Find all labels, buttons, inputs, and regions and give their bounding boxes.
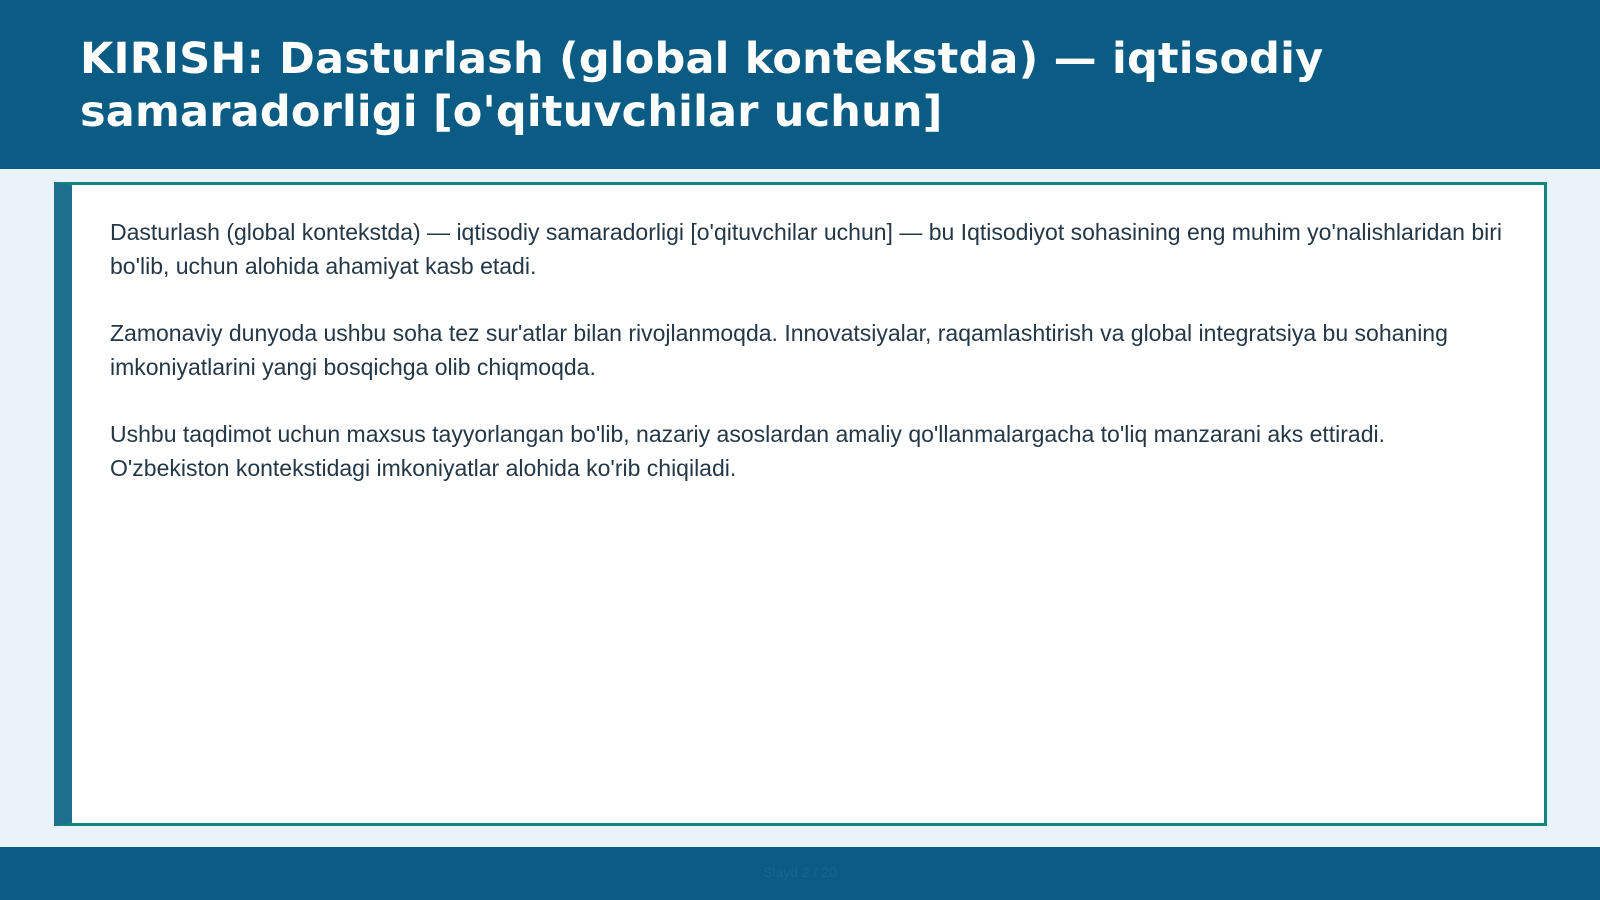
content-body [72,185,1544,485]
content-card [54,182,1547,826]
purpose-paragraph: Ushbu taqdimot uchun maxsus tayyorlangan bo'lib, nazariy asoslardan amaliy qo'llanmalargacha to'liq manzarani aks ettiradi. O'zbekiston kontekstidagi imkoniyatlar alohida ko'rib chiqiladi. [110,421,1386,481]
slide-number: Slayd 2 / 20 [763,864,837,880]
slide-footer [0,847,1600,900]
slide-title: KIRISH: Dasturlash (global kontekstda) — iqtisodiy samaradorligi [o'qituvchilar uchun] [80,34,1324,137]
slide-header [0,0,1600,169]
context-paragraph: Zamonaviy dunyoda ushbu soha tez sur'atlar bilan rivojlanmoqda. Innovatsiyalar, raqamlashtirish va global integratsiya bu sohaning imkoniyatlarini yangi bosqichga olib chiqmoqda. [110,320,1448,380]
intro-paragraph: Dasturlash (global kontekstda) — iqtisodiy samaradorligi [o'qituvchilar uchun] — bu Iqtisodiyot sohasining eng muhim yo'nalishlaridan biri bo'lib, uchun alohida ahamiyat kasb etadi. [110,219,1503,279]
